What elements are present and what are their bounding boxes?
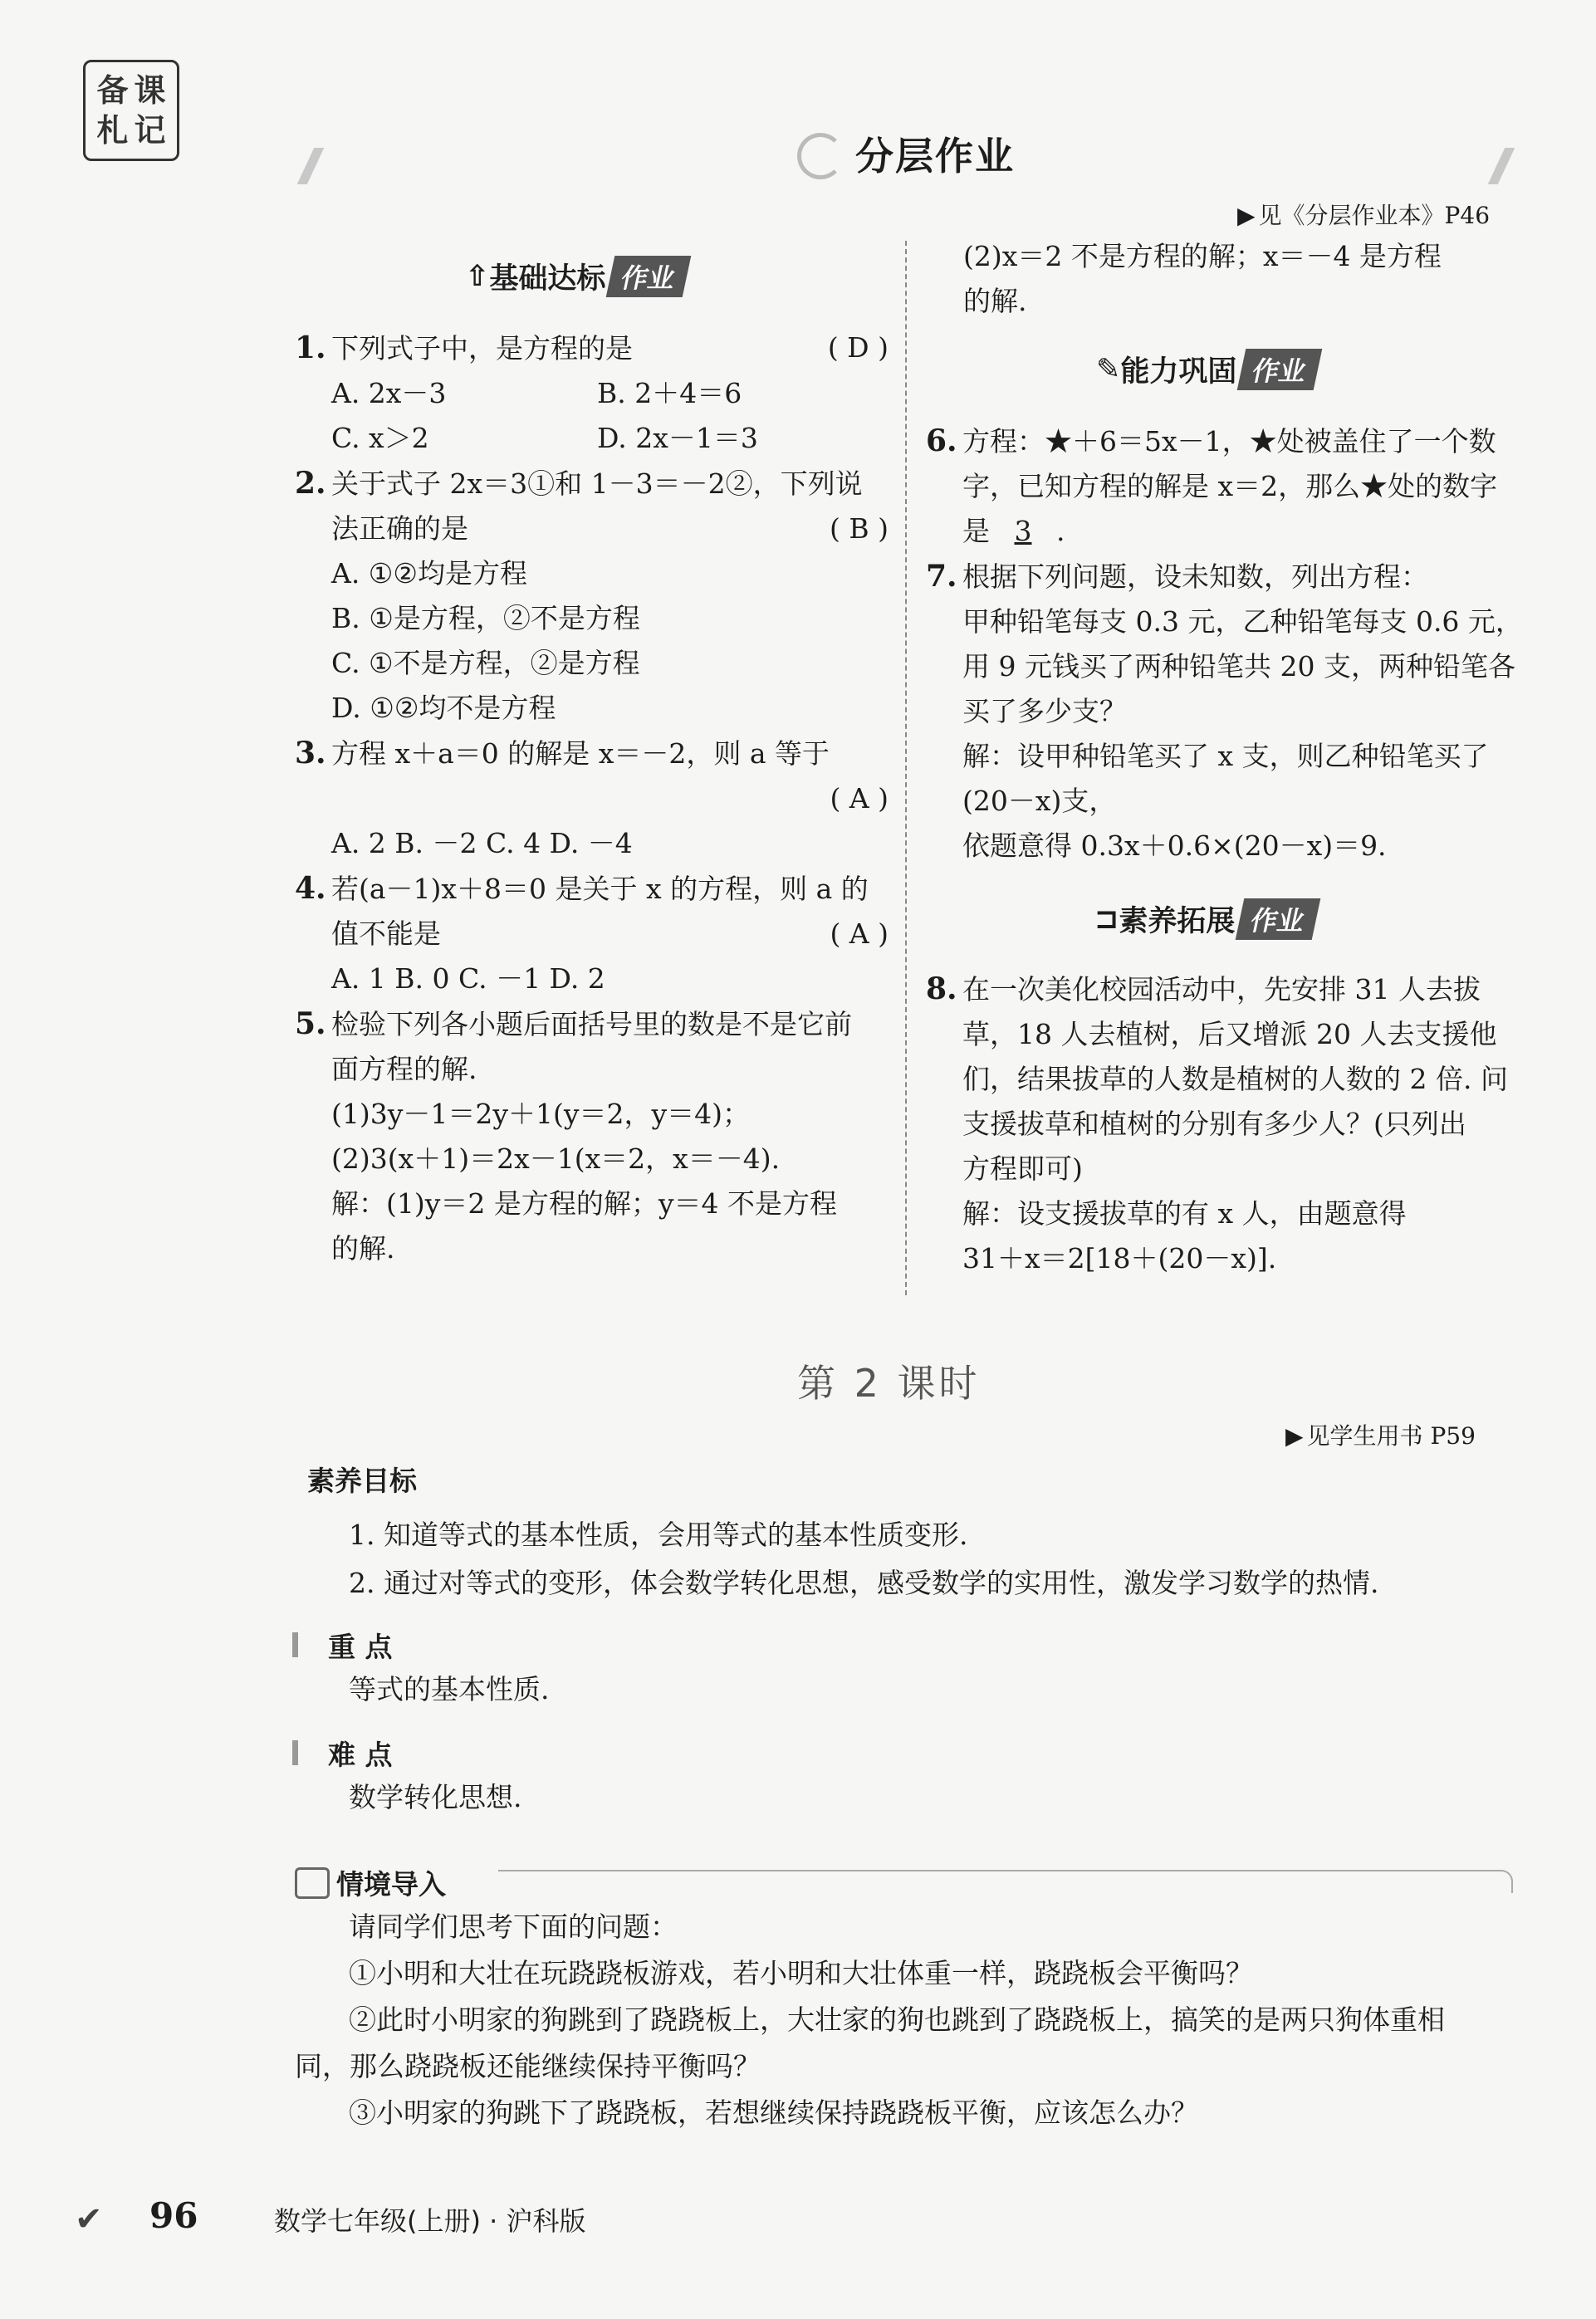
question-line	[926, 966, 1540, 1012]
question-line	[926, 689, 1540, 734]
question-line	[295, 461, 889, 506]
question-line	[926, 464, 1540, 509]
question-line	[926, 644, 1540, 689]
question-text: D. ①②均不是方程	[331, 692, 556, 724]
question-line	[926, 599, 1540, 644]
question-text: A. 1 B. 0 C. －1 D. 2	[331, 962, 605, 995]
hard-heading: 难 点	[328, 1739, 393, 1771]
question-line	[926, 734, 1540, 779]
goal-item: 1. 知道等式的基本性质，会用等式的基本性质变形.	[349, 1519, 968, 1551]
question-text: A. ①②均是方程	[331, 557, 527, 590]
question-number: 3.	[295, 736, 326, 771]
homework-tag: 作业	[1237, 349, 1323, 390]
question-line	[926, 1012, 1540, 1057]
bracket-icon: ⊐	[1094, 903, 1119, 936]
footer-arrow-icon: ✔	[75, 2200, 103, 2238]
question-line	[295, 416, 889, 461]
question-text: 31＋x＝2[18＋(20－x)].	[962, 1242, 1277, 1274]
question-text: 买了多少支？	[962, 695, 1127, 727]
question-text: A. 2x－3	[331, 377, 447, 409]
question-text: C. x＞2	[331, 422, 429, 454]
page-number: 96	[149, 2195, 198, 2236]
question-line	[295, 1092, 889, 1137]
question-line	[295, 371, 889, 416]
textbook-ref: ▶ 见学生用书 P59	[1285, 1418, 1476, 1451]
memo-char: 课	[134, 71, 166, 109]
section-ability	[1096, 349, 1318, 390]
option-text: B. 2＋4＝6	[597, 377, 742, 409]
question-text: 方程：★＋6＝5x－1，★处被盖住了一个数	[962, 425, 1496, 457]
question-number: 7.	[926, 559, 957, 594]
question-line	[926, 779, 1540, 824]
question-number: 5.	[295, 1006, 326, 1041]
question-text: 的解.	[331, 1232, 395, 1265]
answer-blank: 3	[1014, 515, 1032, 547]
workbook-ref: ▶ 见《分层作业本》P46	[1237, 198, 1490, 231]
right-top	[963, 234, 1528, 324]
section-extend	[1094, 898, 1316, 940]
question-text: 面方程的解.	[331, 1053, 477, 1085]
question-line	[295, 551, 889, 596]
deco-slash	[297, 148, 325, 184]
question-text: 是	[962, 515, 990, 547]
question-line	[295, 1137, 889, 1182]
option-text: D. 2x－1＝3	[597, 422, 758, 454]
intro-line-text: ①小明和大壮在玩跷跷板游戏，若小明和大壮体重一样，跷跷板会平衡吗？	[349, 1957, 1253, 1989]
section-extend-label: 素养拓展	[1119, 905, 1236, 938]
intro-heading-label: 情境导入	[336, 1868, 446, 1901]
question-text: 若(a－1)x＋8＝0 是关于 x 的方程，则 a 的	[331, 873, 869, 905]
question-text: 方程即可)	[962, 1152, 1083, 1185]
question-line	[295, 506, 889, 551]
question-text: 关于式子 2x＝3①和 1－3＝－2②，下列说	[331, 467, 863, 500]
text-line: 的解.	[963, 285, 1027, 317]
question-line	[295, 912, 889, 956]
section-basic	[465, 256, 687, 297]
question-line	[926, 1236, 1540, 1281]
question-text: C. ①不是方程，②是方程	[331, 647, 640, 679]
question-number: 8.	[926, 971, 957, 1006]
question-line	[295, 325, 889, 371]
question-line	[295, 956, 889, 1001]
intro-line-text: ③小明家的狗跳下了跷跷板，若想继续保持跷跷板平衡，应该怎么办？	[349, 2096, 1198, 2129]
pencil-icon: ✎	[1096, 353, 1121, 386]
key-bar	[292, 1632, 298, 1657]
question-text: 解：设甲种铅笔买了 x 支，则乙种铅笔买了	[962, 740, 1489, 772]
question-text: 解：设支援拔草的有 x 人，由题意得	[962, 1197, 1407, 1230]
up-arrow-icon: ⇧	[465, 260, 490, 293]
question-text: 用 9 元钱买了两种铅笔共 20 支，两种铅笔各	[962, 650, 1515, 682]
question-line	[926, 1147, 1540, 1191]
question-line	[926, 1057, 1540, 1102]
question-text: 支援拔草和植树的分别有多少人？(只列出	[962, 1108, 1466, 1140]
question-text: 法正确的是	[331, 512, 468, 545]
question-text: 解：(1)y＝2 是方程的解；y＝4 不是方程	[331, 1187, 838, 1220]
question-text: 方程 x＋a＝0 的解是 x＝－2，则 a 等于	[331, 737, 830, 770]
key-text: 等式的基本性质.	[349, 1673, 550, 1705]
question-text: 检验下列各小题后面括号里的数是不是它前	[331, 1008, 852, 1040]
answer-choice: ( A )	[830, 782, 889, 815]
question-line	[295, 596, 889, 641]
title-swirl-icon	[797, 133, 844, 179]
question-line	[295, 686, 889, 731]
homework-tag: 作业	[1236, 898, 1321, 940]
question-text: 草，18 人去植树，后又增派 20 人去支援他	[962, 1018, 1497, 1050]
intro-line-text: ②此时小明家的狗跳到了跷跷板上，大壮家的狗也跳到了跷跷板上，搞笑的是两只狗体重相	[349, 2003, 1445, 2036]
right-bot	[926, 966, 1540, 1281]
intro-line-text: 同，那么跷跷板还能继续保持平衡吗？	[295, 2050, 761, 2082]
question-number: 6.	[926, 423, 957, 458]
question-line	[295, 776, 889, 821]
deco-slash	[1488, 148, 1515, 184]
intro-heading	[295, 1863, 446, 1902]
question-number: 2.	[295, 466, 326, 501]
memo-char: 札	[96, 111, 129, 149]
memo-char: 记	[134, 111, 166, 149]
book-title: 数学七年级(上册) · 沪科版	[274, 2205, 586, 2237]
answer-choice: ( A )	[830, 917, 889, 950]
question-text: 值不能是	[331, 917, 441, 950]
key-heading: 重 点	[328, 1631, 393, 1663]
question-text: 依题意得 0.3x＋0.6×(20－x)＝9.	[962, 829, 1387, 862]
question-line	[295, 641, 889, 686]
question-line	[295, 1226, 889, 1271]
question-line: 是 3 .	[926, 509, 1540, 554]
question-text: (20－x)支，	[962, 785, 1117, 817]
hard-bar	[292, 1740, 298, 1765]
question-text: 甲种铅笔每支 0.3 元，乙种铅笔每支 0.6 元，	[962, 605, 1523, 638]
goals-heading: 素养目标	[307, 1465, 417, 1497]
column-divider	[905, 241, 907, 1295]
question-line	[295, 1182, 889, 1226]
intro-line-text: 请同学们思考下面的问题：	[349, 1910, 678, 1943]
question-line	[926, 824, 1540, 868]
lesson-title: 第 2 课时	[797, 1361, 981, 1406]
hard-text: 数学转化思想.	[349, 1781, 522, 1813]
intro-icon	[295, 1867, 330, 1899]
question-number: 4.	[295, 871, 326, 906]
question-line	[295, 866, 889, 912]
question-line	[295, 821, 889, 866]
right-mid	[926, 418, 1540, 868]
question-line	[295, 1047, 889, 1092]
goal-item: 2. 通过对等式的变形，体会数学转化思想，感受数学的实用性，激发学习数学的热情.	[349, 1567, 1379, 1599]
section-ability-label: 能力巩固	[1120, 355, 1237, 389]
question-line	[926, 418, 1540, 464]
question-text: B. ①是方程，②不是方程	[331, 602, 640, 634]
question-number: 1.	[295, 330, 326, 365]
question-text: (1)3y－1＝2y＋1(y＝2，y＝4)；	[331, 1098, 751, 1130]
memo-char: 备	[96, 71, 129, 109]
question-line	[926, 554, 1540, 599]
question-text: 字，已知方程的解是 x＝2，那么★处的数字	[962, 470, 1498, 502]
question-text: A. 2 B. －2 C. 4 D. －4	[331, 827, 633, 859]
intro-line	[498, 1870, 1513, 1893]
section-basic-label: 基础达标	[489, 262, 606, 296]
question-text: (2)3(x＋1)＝2x－1(x＝2，x＝－4).	[331, 1142, 781, 1175]
answer-choice: ( D )	[827, 331, 889, 364]
question-line	[926, 1102, 1540, 1147]
memo-badge	[83, 60, 179, 161]
homework-tag: 作业	[606, 256, 692, 297]
question-line	[295, 1001, 889, 1047]
left-column	[295, 325, 889, 1271]
answer-choice: ( B )	[830, 512, 889, 545]
question-text: 在一次美化校园活动中，先安排 31 人去拔	[962, 973, 1481, 1005]
question-line	[295, 731, 889, 776]
question-text: 们，结果拔草的人数是植树的人数的 2 倍. 问	[962, 1063, 1508, 1095]
text-line: (2)x＝2 不是方程的解；x＝－4 是方程	[963, 240, 1442, 272]
question-line	[926, 1191, 1540, 1236]
question-text: 根据下列问题，设未知数，列出方程：	[962, 560, 1428, 593]
question-text: 下列式子中，是方程的是	[331, 332, 633, 364]
page-title: 分层作业	[855, 134, 1015, 179]
